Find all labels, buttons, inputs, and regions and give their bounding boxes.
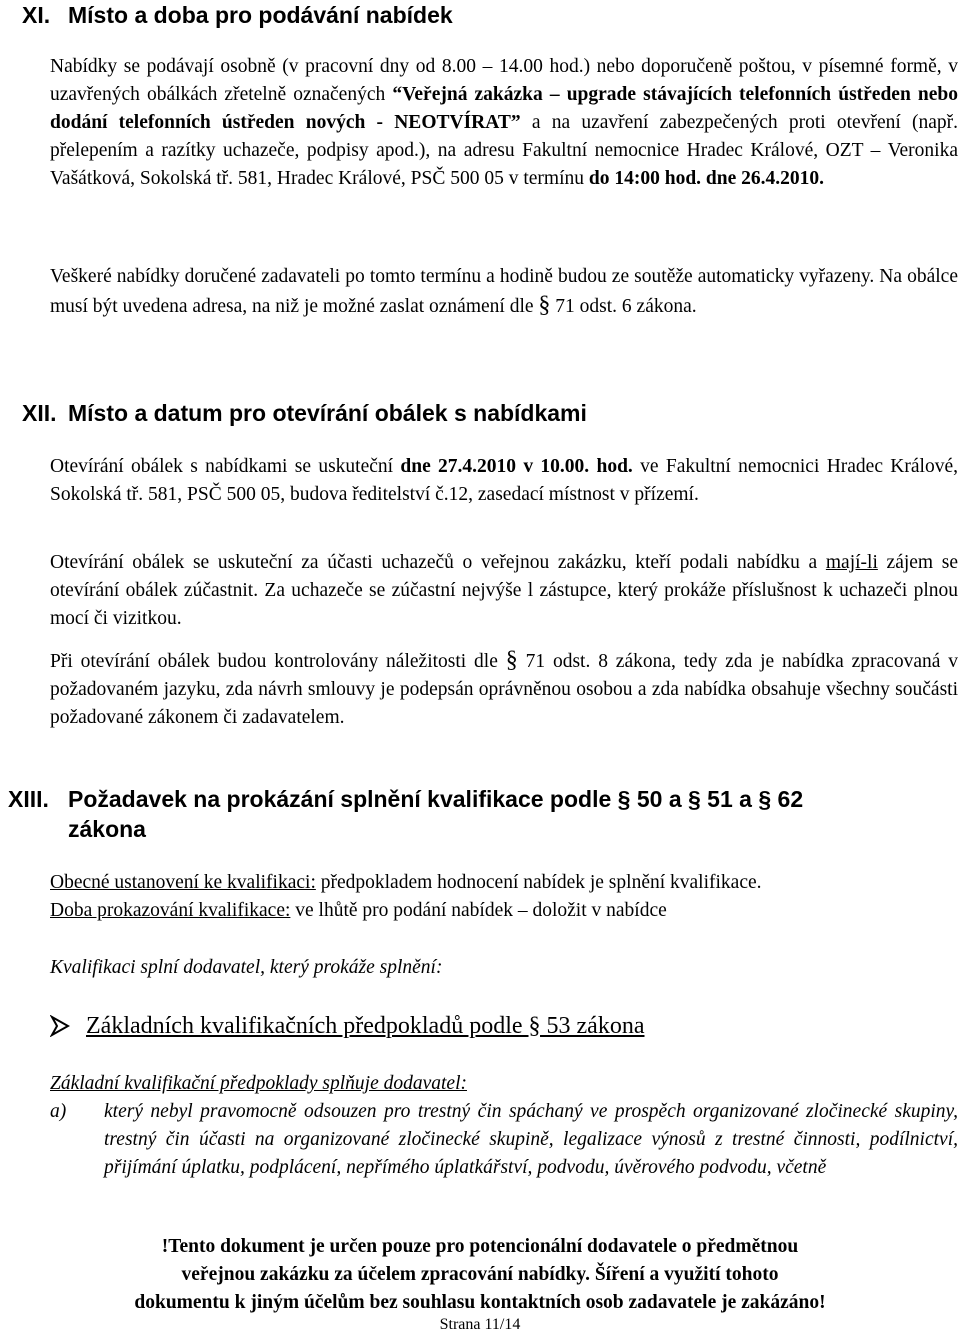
item-text: který nebyl pravomocně odsouzen pro trestný čin spáchaný ve prospěch organizované zločinecké skupiny, trestný čin účasti na organizované zločinecké skupině, legalizace výnosů z trestné činnosti, podílnictví, přijímání úplatku, podplácení, nepřímého úplatkářství, podvodu, úvěrového podvodu, včetně (104, 1101, 958, 1178)
section-xii-paragraph-2: Otevírání obálek se uskuteční za účasti uchazečů o veřejnou zakázku, kteří podali nabídku a mají-li zájem se otevírání obálek zúčastnit. Za uchazeče se zúčastní nejvýše l zástupce, který prokáže příslušnost k uchazeči plnou mocí či vizitkou. (50, 552, 958, 629)
section-xi-paragraph-1: Nabídky se podávají osobně (v pracovní dny od 8.00 – 14.00 hod.) nebo doporučeně poštou, v písemné formě, v uzavřených obálkách zřetelně označených “Veřejná zakázka – upgrade stávajících telefonních ústředen nebo dodání telefonních ústředen nových - NEOTVÍRAT” a na uzavření zabezpečených proti otevření (např. přelepením a razítky uchazeče, podpisy apod.), na adresu Fakultní nemocnice Hradec Králové, OZT – Veronika Vašátková, Sokolská tř. 581, Hradec Králové, PSČ 500 05 v termínu do 14:00 hod. dne 26.4.2010. (50, 56, 958, 189)
general-qualification-line: Obecné ustanovení ke kvalifikaci: předpokladem hodnocení nabídek je splnění kvalifikace. (50, 872, 762, 893)
confidentiality-notice: !Tento dokument je určen pouze pro potencionální dodavatele o předmětnou veřejnou zakázku za účelem zpracování nabídky. Šíření a využití tohoto dokumentu k jiným účelům bez souhlasu kontaktních osob zadavatele je zakázáno! (134, 1236, 826, 1313)
opening-date: dne 27.4.2010 v 10.00. hod. (400, 456, 633, 477)
document-page: XI. Místo a doba pro podávání nabídek Nabídky se podávají osobně (v pracovní dny od 8.00 – 14.00 hod.) nebo doporučeně poštou, v písemné formě, v uzavřených obálkách zřetelně označených “Veřejná zakázka – upgrade stávajících telefonních ústředen nebo dodání telefonních ústředen nových - NEOTVÍRAT” a na uzavření zabezpečených proti otevření (např. přelepením a razítky uchazeče, podpisy apod.), na adresu Fakultní nemocnice Hradec Králové, OZT – Veronika Vašátková, Sokolská tř. 581, Hradec Králové, PSČ 500 05 v termínu do 14:00 hod. dne 26.4.2010. Veškeré nabídky doručené zadavateli po tomto termínu a hodině budou ze soutěže automaticky vyřazeny. Na obálce musí být uvedena adresa, na niž je možné zaslat oznámení dle § 71 odst. 6 zákona. XII. Místo a datum pro otevírání obálek s nabídkami Otevírání obálek s nabídkami se uskuteční dne 27.4.2010 v 10.00. hod. ve Fakultní nemocnici Hradec Králové, Sokolská tř. 581, PSČ 500 05, budova ředitelství č.12, zasedací místnost v přízemí. Otevírání obálek se uskuteční za účasti uchazečů o veřejnou zakázku, kteří podali nabídku a mají-li zájem se otevírání obálek zúčastnit. Za uchazeče se zúčastní nejvýše l zástupce, který prokáže příslušnost k uchazeči plnou mocí či vizitkou. Při otevírání obálek budou kontrolovány náležitosti dle § 71 odst. 8 zákona, tedy zda je nabídka zpracovaná v požadovaném jazyku, zda návrh smlouvy je podepsán oprávněnou osobou a zda nabídka obsahuje všechny součásti požadované zákonem či zadavatelem. XIII. Požadavek na prokázání splnění kvalifikace podle § 50 a § 51 a § 62 zákona Obecné ustanovení ke kvalifikaci: předpokladem hodnocení nabídek je splnění kvalifikace. Doba prokazování kvalifikace: ve lhůtě pro podání nabídek – doložit v nabídce Kvalifikaci splní dodavatel, který prokáže splnění: Základních kvalifikačních předpokladů podle § 53 zákona Základní kvalifikační předpoklady splňuje dodavatel: a) který nebyl pravomocně odsouzen pro trestný čin spáchaný ve prospěch organizované zločinecké skupiny, trestný čin účasti na organizované zločinecké skupině, legalizace výnosů z trestné činnosti, podílnictví, přijímání úplatku, podplácení, nepřímého úplatkářství, podvodu, úvěrového podvodu, včetně !Tento dokument je určen pouze pro potencionální dodavatele o předmětnou veřejnou zakázku za účelem zpracování nabídky. Šíření a využití tohoto dokumentu k jiným účelům bez souhlasu kontaktních osob zadavatele je zakázáno! Strana 11/14 (0, 0, 960, 1338)
section-title: Požadavek na prokázání splnění kvalifikace podle § 50 a § 51 a § 62 (68, 786, 804, 812)
arrow-right-icon (50, 1015, 70, 1037)
section-xii-paragraph-1: Otevírání obálek s nabídkami se uskuteční dne 27.4.2010 v 10.00. hod. ve Fakultní nemocnici Hradec Králové, Sokolská tř. 581, PSČ 500 05, budova ředitelství č.12, zasedací místnost v přízemí. (50, 456, 958, 505)
basic-qualification-bullet (50, 1010, 644, 1042)
qualification-period-line: Doba prokazování kvalifikace: ve lhůtě pro podání nabídek – doložit v nabídce (50, 900, 667, 921)
bullet-label: Základních kvalifikačních předpokladů podle § 53 zákona (86, 1012, 645, 1039)
deadline-text: do 14:00 hod. dne 26.4.2010. (588, 168, 825, 189)
section-number: XIII. (8, 786, 49, 812)
page-number: Strana 11/14 (439, 1316, 521, 1333)
item-marker: a) (50, 1101, 67, 1122)
section-title: Místo a datum pro otevírání obálek s nabídkami (68, 400, 587, 426)
section-title: Místo a doba pro podávání nabídek (68, 2, 453, 28)
qualification-intro: Kvalifikaci splní dodavatel, který prokáže splnění: (50, 957, 443, 978)
section-number: XI. (22, 2, 51, 28)
section-number: XII. (22, 400, 57, 426)
section-xii-paragraph-3: Při otevírání obálek budou kontrolovány náležitosti dle § 71 odst. 8 zákona, tedy zda je nabídka zpracovaná v požadovaném jazyku, zda návrh smlouvy je podepsán oprávněnou osobou a zda nabídka obsahuje všechny součásti požadované zákonem či zadavatelem. (50, 647, 958, 728)
basic-qualification-label: Základní kvalifikační předpoklady splňuje dodavatel: (50, 1073, 467, 1094)
section-xi-paragraph-2: Veškeré nabídky doručené zadavateli po tomto termínu a hodině budou ze soutěže automaticky vyřazeny. Na obálce musí být uvedena adresa, na niž je možné zaslat oznámení dle § 71 odst. 6 zákona. (50, 266, 958, 318)
